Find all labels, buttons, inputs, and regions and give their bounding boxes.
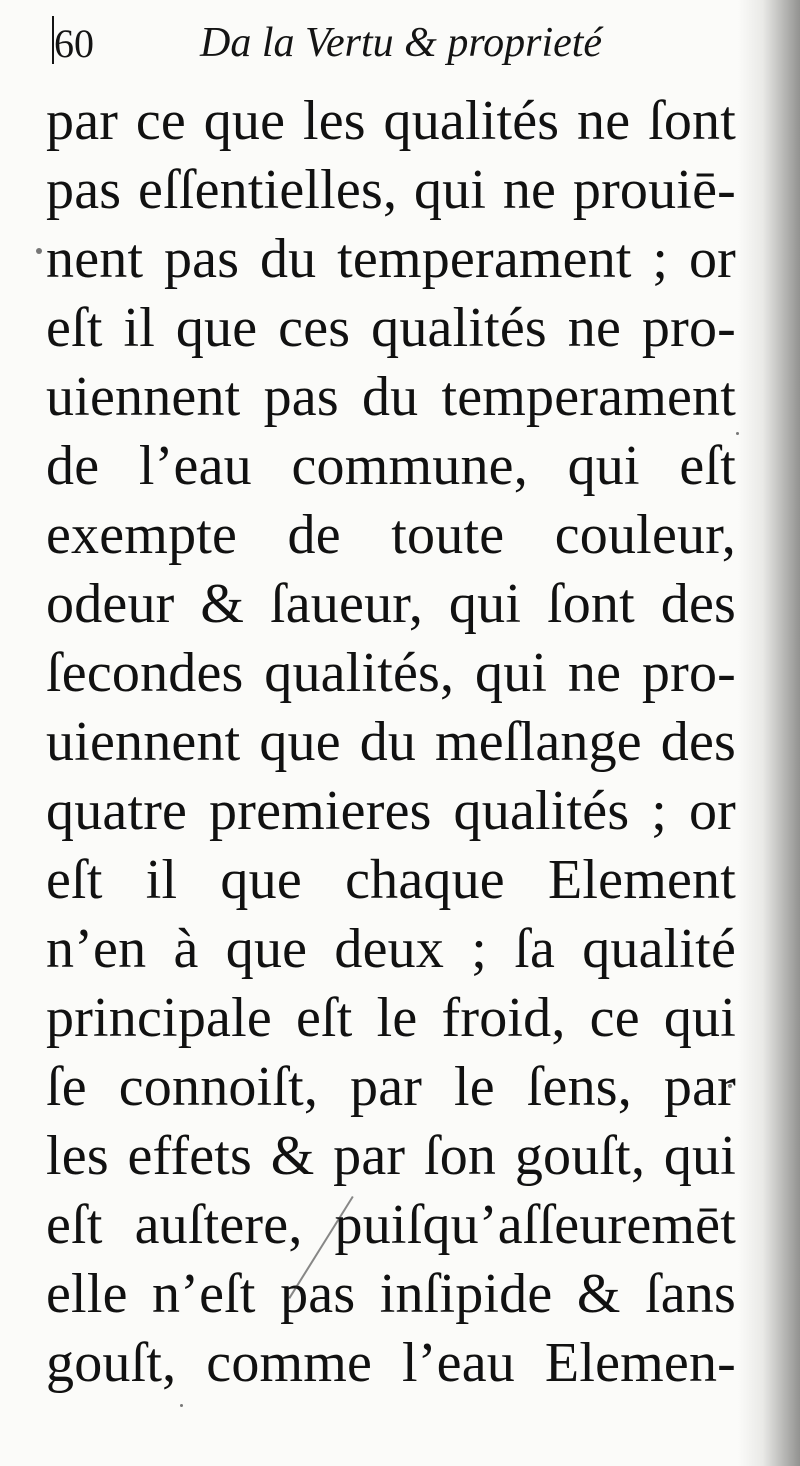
text-line: nent pas du temperament ; or (46, 228, 736, 290)
body-text (46, 86, 746, 1406)
page-number: 60 (54, 21, 94, 66)
text-line: de l’eau commune, qui eſt (46, 435, 736, 497)
text-line: eſt auſtere, puiſqu’aſſeuremēt (46, 1194, 736, 1256)
text-line: ſecondes qualités, qui ne pro- (46, 642, 736, 704)
text-line: eſt il que ces qualités ne pro- (46, 297, 736, 359)
text-line: odeur & ſaueur, qui ſont des (46, 573, 736, 635)
text-line: les effets & par ſon gouſt, qui (46, 1125, 736, 1187)
text-line: gouſt, comme l’eau Elemen- (46, 1332, 736, 1394)
text-line: eſt il que chaque Element (46, 849, 736, 911)
text-line: principale eſt le froid, ce qui (46, 987, 736, 1049)
ink-speck (36, 248, 42, 254)
text-line: ſe connoiſt, par le ſens, par (46, 1056, 736, 1118)
text-line: elle n’eſt pas inſipide & ſans (46, 1263, 736, 1325)
text-line: pas eſſentielles, qui ne prouiē- (46, 159, 736, 221)
text-line: par ce que les qualités ne ſont (46, 90, 736, 152)
text-line: uiennent pas du temperament (46, 366, 736, 428)
text-line: exempte de toute couleur, (46, 504, 736, 566)
running-head: Da la Vertu & proprieté (200, 20, 603, 66)
text-line: uiennent que du meſlange des (46, 711, 736, 773)
text-line: quatre premieres qualités ; or (46, 780, 736, 842)
page-gutter-shadow (738, 0, 800, 1466)
text-line: n’en à que deux ; ſa qualité (46, 918, 736, 980)
page-header (52, 12, 712, 72)
